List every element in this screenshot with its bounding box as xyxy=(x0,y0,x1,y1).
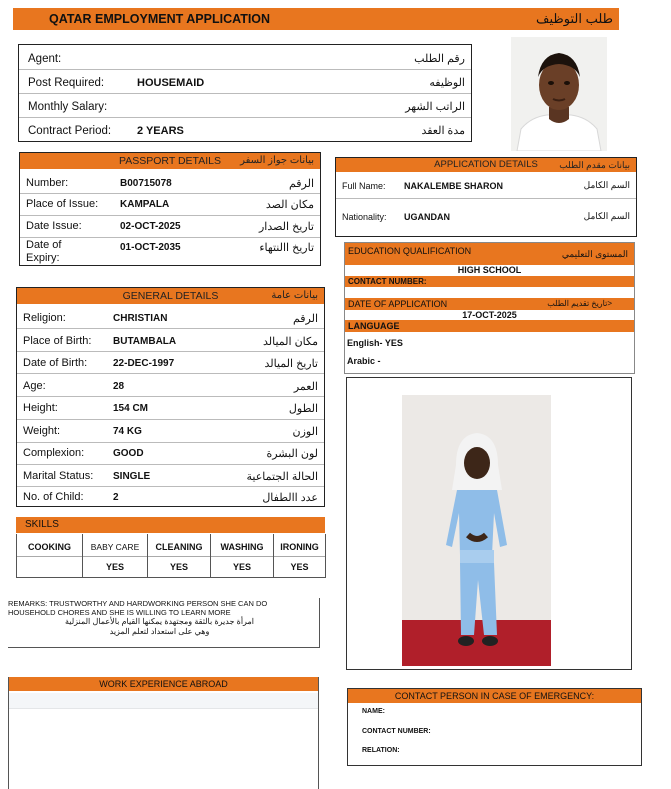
work-experience-title: WORK EXPERIENCE ABROAD xyxy=(99,679,228,689)
date-of-expiry-arabic: تاريخ االنتهاء xyxy=(259,242,314,254)
remarks-box xyxy=(8,598,320,648)
passport-number-value: B00715078 xyxy=(120,178,172,189)
skills-header xyxy=(16,517,325,533)
agent-label-arabic: رقم الطلب xyxy=(414,53,465,65)
emergency-contact-header xyxy=(348,689,641,703)
monthly-salary-arabic: الراتب الشهر xyxy=(405,101,465,113)
application-details-title-arabic: بيانات مقدم الطلب xyxy=(559,160,630,170)
nationality-arabic: السم الكامل xyxy=(583,211,630,221)
education-section xyxy=(344,242,635,374)
remarks-arabic-line-1: امرأة جديرة بالثقة ومجتهدة يمكنها القيام بالأعمال المنزلية xyxy=(65,617,254,626)
skill-ironing-value: YES xyxy=(290,562,309,572)
application-details-title: APPLICATION DETAILS xyxy=(434,159,538,170)
contract-period-value: 2 YEARS xyxy=(137,125,184,137)
skill-baby-care-value: YES xyxy=(105,562,124,572)
remarks-text: REMARKS: TRUSTWORTHY AND HARDWORKING PERSON SHE CAN DO HOUSEHOLD CHORES AND SHE IS WILLING TO LEARN MORE xyxy=(8,599,268,617)
marital-status-arabic: الحالة الجتماعية xyxy=(246,471,318,483)
place-of-birth-arabic: مكان الميالد xyxy=(262,336,318,348)
emergency-name-label: NAME: xyxy=(362,708,385,715)
nationality-value: UGANDAN xyxy=(404,212,450,222)
date-of-application-arabic: <تاريخ تقديم الطلب xyxy=(547,299,612,308)
skill-washing: WASHING YES xyxy=(211,534,274,577)
date-of-birth-label: Date of Birth: xyxy=(23,357,88,369)
height-value: 154 CM xyxy=(113,403,149,414)
language-english: English- YES xyxy=(347,338,403,348)
weight-value: 74 KG xyxy=(113,426,142,437)
education-header xyxy=(345,243,634,265)
skill-washing-value: YES xyxy=(232,562,251,572)
passport-details-box xyxy=(19,152,321,266)
work-experience-box xyxy=(8,677,319,789)
education-header-title: EDUCATION QUALIFICATION xyxy=(348,246,472,256)
date-of-application-value: 17-OCT-2025 xyxy=(462,310,517,320)
skills-title: SKILLS xyxy=(25,519,59,530)
education-value: HIGH SCHOOL xyxy=(457,265,522,275)
contract-period-label: Contract Period: xyxy=(28,125,112,137)
page-title-arabic: طلب التوظيف xyxy=(536,11,613,26)
title-bar xyxy=(13,8,619,30)
full-name-label: Full Name: xyxy=(342,181,386,191)
no-of-child-label: No. of Child: xyxy=(23,491,84,503)
marital-status-label: Marital Status: xyxy=(23,470,94,482)
post-required-value: HOUSEMAID xyxy=(137,77,205,89)
general-details-header xyxy=(17,288,324,304)
application-details-header xyxy=(336,158,636,172)
complexion-arabic: لون البشرة xyxy=(266,448,318,460)
skills-table xyxy=(16,534,326,578)
height-label: Height: xyxy=(23,402,58,414)
general-details-box xyxy=(16,287,325,507)
date-of-birth-arabic: تاريخ الميالد xyxy=(264,358,318,370)
height-arabic: الطول xyxy=(288,403,318,415)
skill-baby-care: BABY CARE YES xyxy=(83,534,148,577)
education-header-arabic: المستوى التعليمي xyxy=(561,249,628,259)
top-info-box xyxy=(18,44,472,142)
skill-ironing: IRONING YES xyxy=(274,534,326,577)
passport-details-title: PASSPORT DETAILS xyxy=(119,155,221,167)
monthly-salary-label: Monthly Salary: xyxy=(28,101,108,113)
skill-cooking: COOKING xyxy=(17,534,83,577)
weight-arabic: الوزن xyxy=(292,426,318,438)
no-of-child-value: 2 xyxy=(113,492,119,503)
portrait-photo xyxy=(511,37,607,151)
religion-value: CHRISTIAN xyxy=(113,313,168,324)
full-name-value: NAKALEMBE SHARON xyxy=(404,181,503,191)
religion-label: Religion: xyxy=(23,312,66,324)
date-issue-arabic: تاريخ الصدار xyxy=(258,221,314,233)
date-of-birth-value: 22-DEC-1997 xyxy=(113,358,175,369)
emergency-contact-title: CONTACT PERSON IN CASE OF EMERGENCY: xyxy=(394,691,595,701)
date-of-expiry-value: 01-OCT-2035 xyxy=(120,242,181,253)
full-body-photo-frame xyxy=(346,377,632,670)
skill-cleaning-value: YES xyxy=(169,562,188,572)
religion-arabic: الرقم xyxy=(292,313,318,325)
contract-period-arabic: مدة العقد xyxy=(421,125,465,137)
place-of-issue-label: Place of Issue: xyxy=(26,198,99,210)
age-value: 28 xyxy=(113,381,125,392)
age-label: Age: xyxy=(23,380,46,392)
no-of-child-arabic: عدد االطفال xyxy=(262,492,318,504)
application-details-box xyxy=(335,157,637,237)
work-experience-header xyxy=(9,677,318,691)
full-name-arabic: السم الكامل xyxy=(583,180,630,190)
agent-label: Agent: xyxy=(28,53,62,65)
date-issue-value: 02-OCT-2025 xyxy=(120,221,181,232)
date-issue-label: Date Issue: xyxy=(26,220,82,232)
passport-details-title-arabic: بيانات جواز السفر xyxy=(240,155,314,166)
emergency-relation-label: RELATION: xyxy=(362,747,400,754)
marital-status-value: SINGLE xyxy=(113,471,151,482)
language-arabic: Arabic - xyxy=(347,356,381,366)
language-title: LANGUAGE xyxy=(348,321,400,331)
full-body-photo xyxy=(402,395,551,666)
passport-number-arabic: الرقم xyxy=(288,178,314,190)
post-required-arabic: الوظيفه xyxy=(429,77,465,89)
complexion-label: Complexion: xyxy=(23,447,85,459)
date-of-application-title: DATE OF APPLICATION xyxy=(348,299,448,309)
contact-number-header xyxy=(345,276,634,287)
passport-number-label: Number: xyxy=(26,177,69,189)
age-arabic: العمر xyxy=(293,381,318,393)
language-header xyxy=(345,320,634,332)
place-of-birth-value: BUTAMBALA xyxy=(113,336,177,347)
weight-label: Weight: xyxy=(23,425,61,437)
skill-cleaning: CLEANING YES xyxy=(148,534,211,577)
date-of-expiry-label: Date of Expiry: xyxy=(26,239,62,264)
complexion-value: GOOD xyxy=(113,448,144,459)
general-details-title-arabic: بيانات عامة xyxy=(271,290,318,301)
place-of-birth-label: Place of Birth: xyxy=(23,335,92,347)
nationality-label: Nationality: xyxy=(342,212,387,222)
passport-details-header xyxy=(20,153,320,169)
contact-number-label: CONTACT NUMBER: xyxy=(348,277,427,286)
place-of-issue-arabic: مكان الصد xyxy=(265,199,314,211)
skills-section xyxy=(16,517,325,577)
remarks-arabic-line-2: وهي على استعداد لتعلم المزيد xyxy=(109,627,210,636)
post-required-label: Post Required: xyxy=(28,77,105,89)
page-title: QATAR EMPLOYMENT APPLICATION xyxy=(49,12,271,26)
place-of-issue-value: KAMPALA xyxy=(120,199,170,210)
date-of-application-header xyxy=(345,298,634,310)
emergency-contact-number-label: CONTACT NUMBER: xyxy=(362,728,431,735)
general-details-title: GENERAL DETAILS xyxy=(122,290,219,302)
emergency-contact-box xyxy=(347,688,642,766)
